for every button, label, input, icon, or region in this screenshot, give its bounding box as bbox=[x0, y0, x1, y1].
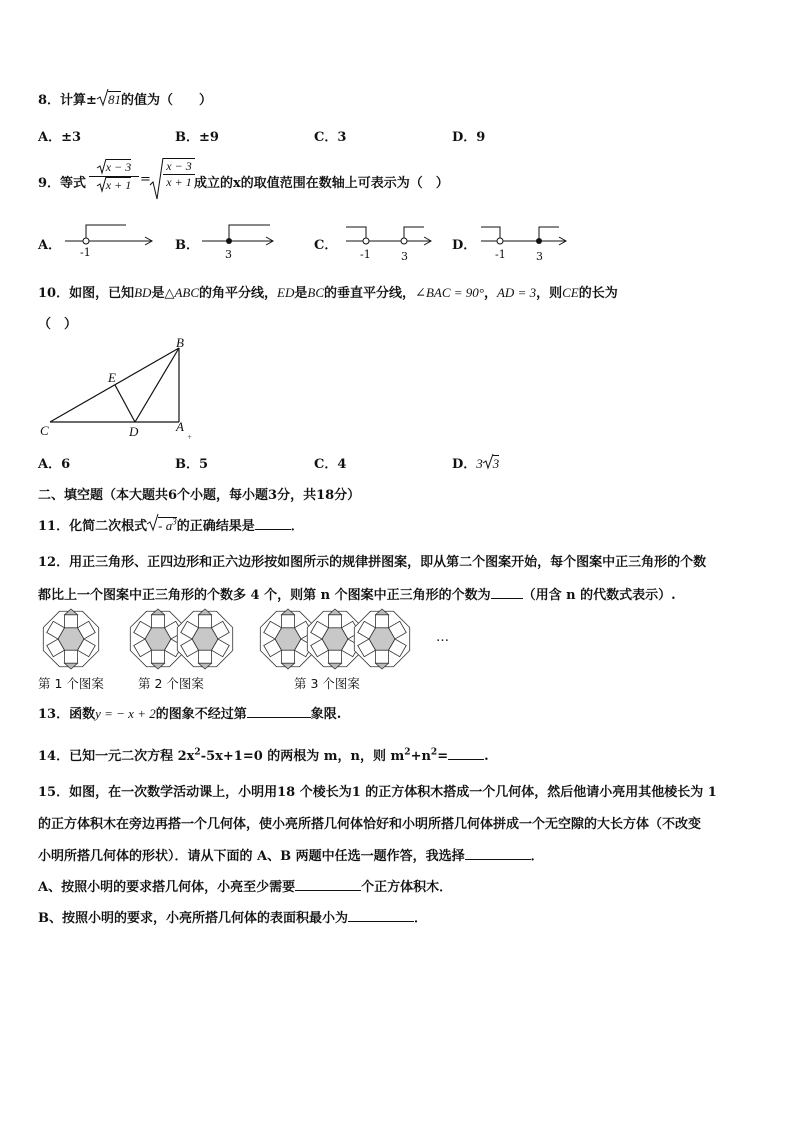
pattern2b-square bbox=[199, 650, 212, 663]
q12-answer-blank[interactable] bbox=[491, 585, 523, 599]
tick-label: -1 bbox=[360, 248, 371, 261]
q15-text: 个正方体积木． bbox=[361, 880, 453, 895]
q10-answer-paren: （ ） bbox=[38, 317, 78, 332]
q13-text: 的图象不经过第 bbox=[155, 707, 247, 722]
tick-label: -1 bbox=[80, 246, 91, 259]
q14-text: 已知一元二次方程 2x bbox=[69, 749, 195, 764]
q15-text: 如图，在一次数学活动课上，小明用18 个棱长为1 的正方体积木搭成一个几何体，然后他请小亮用其他棱长为 1 bbox=[69, 785, 717, 800]
question-13 bbox=[38, 703, 341, 722]
q14-text: +n bbox=[410, 749, 431, 764]
exponent: 3 bbox=[172, 516, 177, 527]
option-label: A． bbox=[38, 130, 62, 145]
q14-text: = bbox=[437, 749, 449, 764]
q9-numerator: x − 3 bbox=[163, 159, 195, 175]
q8-option-c[interactable] bbox=[314, 126, 346, 145]
q10-math: CE bbox=[562, 285, 579, 300]
q10-text: 的长为 bbox=[578, 286, 618, 301]
q15-part-b-blank[interactable] bbox=[348, 908, 414, 922]
q12-line-2 bbox=[38, 584, 676, 603]
q15-part-b bbox=[38, 907, 427, 926]
q10-math: △ABC bbox=[164, 285, 200, 300]
radical-sign-icon bbox=[97, 159, 107, 175]
option-value: ±3 bbox=[61, 130, 82, 145]
question-10 bbox=[38, 282, 618, 301]
q10-option-d-sqrt bbox=[483, 456, 500, 472]
q14-number: 14． bbox=[38, 749, 70, 764]
option-label: D． bbox=[452, 130, 477, 145]
option-label: B． bbox=[175, 457, 199, 472]
radical-sign-icon bbox=[97, 177, 107, 193]
q8-stem-b: 的值为（ ） bbox=[120, 93, 212, 108]
q10-option-b[interactable] bbox=[175, 453, 208, 472]
svg-text:+: + bbox=[187, 434, 193, 441]
q12-line-1 bbox=[38, 551, 706, 570]
q9-option-b-label[interactable]: B． bbox=[175, 238, 199, 253]
vertex-label-a: A bbox=[176, 419, 184, 434]
q12-number: 12． bbox=[38, 555, 70, 570]
q9-option-c-number-line[interactable] bbox=[344, 222, 444, 262]
radical-sign-icon bbox=[147, 514, 159, 532]
q12-pattern-figures bbox=[38, 606, 418, 676]
option-value: ±9 bbox=[199, 130, 219, 145]
q15-line-3 bbox=[38, 845, 544, 864]
option-value: 3 bbox=[337, 130, 347, 145]
q13-answer-blank[interactable] bbox=[247, 704, 311, 718]
pattern2a-square bbox=[152, 615, 165, 628]
solid-dot-icon bbox=[536, 238, 542, 244]
tick-label: 3 bbox=[536, 250, 543, 263]
q9-option-a-number-line[interactable] bbox=[63, 222, 163, 262]
q15-line-1 bbox=[38, 781, 717, 800]
ellipsis: … bbox=[436, 630, 449, 645]
option-label: D． bbox=[452, 457, 477, 472]
q10-text: ， bbox=[483, 286, 497, 301]
q13-text: 象限. bbox=[310, 707, 342, 722]
q9-option-a-label[interactable]: A． bbox=[38, 238, 62, 253]
open-circle-icon bbox=[363, 238, 369, 244]
q10-option-a[interactable] bbox=[38, 453, 70, 472]
q9-right-radical bbox=[150, 157, 195, 201]
q13-number: 13． bbox=[38, 707, 70, 722]
q10-math: ∠BAC = 90° bbox=[415, 285, 484, 300]
q15-part-a bbox=[38, 876, 452, 895]
question-14 bbox=[38, 745, 489, 764]
q10-text: 如图，已知 bbox=[69, 286, 135, 301]
q10-math: AD = 3 bbox=[496, 285, 537, 300]
pattern1-square bbox=[65, 615, 78, 628]
q15-text: ． bbox=[530, 849, 544, 864]
pattern3a-square bbox=[282, 615, 295, 628]
pattern3c-square bbox=[376, 650, 389, 663]
option-value: 4 bbox=[337, 457, 347, 472]
pattern3a-square bbox=[282, 650, 295, 663]
pattern-caption-3: 第 3 个图案 bbox=[294, 676, 360, 691]
q9-option-d-label[interactable]: D． bbox=[452, 238, 477, 253]
pattern2a-square bbox=[152, 650, 165, 663]
q10-option-c[interactable] bbox=[314, 453, 346, 472]
q15-line-2: 的正方体积木在旁边再搭一个几何体，使小亮所搭几何体恰好和小明所搭几何体拼成一个无空隙的大长方体（不改变 bbox=[38, 817, 702, 832]
q13-expression: y = − x + 2 bbox=[95, 706, 156, 721]
q15-text: 小明所搭几何体的形状）．请从下面的 A、B 两题中任选一题作答，我选择 bbox=[38, 849, 465, 864]
q10-math: BD bbox=[134, 285, 152, 300]
q14-text: -5x+1=0 的两根为 m，n，则 m bbox=[200, 749, 405, 764]
q11-answer-blank[interactable] bbox=[255, 516, 291, 530]
q9-number: 9． bbox=[38, 176, 61, 191]
q10-math: BC bbox=[307, 285, 325, 300]
q11-sqrt bbox=[147, 517, 177, 534]
q10-text: ，则 bbox=[536, 286, 563, 301]
open-circle-icon bbox=[83, 238, 89, 244]
q14-answer-blank[interactable] bbox=[448, 746, 484, 760]
q9-option-c-label[interactable]: C． bbox=[314, 238, 338, 253]
vertex-label-c: C bbox=[40, 423, 49, 438]
q10-text: 是 bbox=[151, 286, 165, 301]
q9-stem-a bbox=[38, 172, 86, 191]
q15-choice-blank[interactable] bbox=[465, 846, 531, 860]
pattern3c-square bbox=[376, 615, 389, 628]
q12-text: 用正三角形、正四边形和正六边形按如图所示的规律拼图案，即从第二个图案开始，每个图案中正三角形的个数 bbox=[69, 555, 707, 570]
q8-option-a[interactable] bbox=[38, 126, 81, 145]
pattern3b-square bbox=[329, 615, 342, 628]
q10-number: 10． bbox=[38, 286, 70, 301]
q8-number: 8． bbox=[38, 93, 61, 108]
vertex-label-d: D bbox=[129, 424, 139, 439]
q9-stem-b: 成立的x的取值范围在数轴上可表示为（ ） bbox=[194, 176, 449, 191]
vertex-label-b: B bbox=[176, 335, 184, 350]
q15-number: 15． bbox=[38, 785, 70, 800]
radicand: - a bbox=[158, 518, 173, 533]
q10-text: 的垂直平分线， bbox=[324, 286, 416, 301]
equals-sign: = bbox=[140, 172, 151, 187]
option-label: C． bbox=[314, 457, 338, 472]
open-circle-icon bbox=[497, 238, 503, 244]
option-value: 3 bbox=[476, 456, 483, 471]
q9-denominator: x + 1 bbox=[166, 175, 192, 189]
option-label: C． bbox=[314, 130, 338, 145]
option-label: B． bbox=[175, 130, 199, 145]
q8-option-b[interactable] bbox=[175, 126, 219, 145]
radical-sign-icon bbox=[97, 89, 109, 107]
q8-radicand: 81 bbox=[107, 92, 121, 107]
q15-text: A、按照小明的要求搭几何体，小亮至少需要 bbox=[38, 880, 296, 895]
q8-option-d[interactable] bbox=[452, 126, 485, 145]
q9-option-b-number-line[interactable] bbox=[200, 222, 290, 262]
superscript: 2 bbox=[430, 747, 438, 758]
pattern-caption-1: 第 1 个图案 bbox=[38, 676, 104, 691]
q15-text: B、按照小明的要求，小亮所搭几何体的表面积最小为 bbox=[38, 911, 348, 926]
superscript: 2 bbox=[404, 747, 411, 758]
vertex-label-e: E bbox=[108, 370, 116, 385]
q9-option-d-number-line[interactable] bbox=[479, 222, 579, 262]
section-heading: 二、填空题（本大题共6个小题，每小题3分，共18分） bbox=[38, 488, 361, 503]
superscript: 2 bbox=[194, 747, 201, 758]
q11-text: 化简二次根式 bbox=[69, 519, 148, 534]
q15-text: ． bbox=[414, 911, 428, 926]
q15-part-a-blank[interactable] bbox=[295, 877, 361, 891]
q11-text: ． bbox=[290, 519, 304, 534]
q9-left-fraction bbox=[89, 160, 139, 193]
pattern2b-square bbox=[199, 615, 212, 628]
q10-math: ED bbox=[277, 285, 295, 300]
option-value: 5 bbox=[199, 457, 209, 472]
q11-text: 的正确结果是 bbox=[176, 519, 255, 534]
solid-dot-icon bbox=[226, 238, 232, 244]
q8-stem-a: 计算± bbox=[60, 93, 97, 108]
q10-option-d[interactable] bbox=[452, 453, 499, 472]
q13-text: 函数 bbox=[69, 707, 96, 722]
q10-text: 的角平分线， bbox=[199, 286, 278, 301]
q9-numerator: x − 3 bbox=[105, 160, 132, 174]
q8-sqrt bbox=[97, 92, 121, 108]
radicand: 3 bbox=[492, 456, 500, 471]
tick-label: -1 bbox=[495, 248, 506, 261]
pattern3b-square bbox=[329, 650, 342, 663]
radical-sign-icon bbox=[150, 157, 164, 201]
q12-text: 都比上一个图案中正三角形的个数多 4 个，则第 n 个图案中正三角形的个数为 bbox=[38, 588, 491, 603]
pattern1-square bbox=[65, 650, 78, 663]
open-circle-icon bbox=[401, 238, 407, 244]
q11-number: 11． bbox=[38, 519, 70, 534]
pattern-caption-2: 第 2 个图案 bbox=[138, 676, 204, 691]
q12-text: （用含 n 的代数式表示）. bbox=[522, 588, 676, 603]
q10-text: 是 bbox=[294, 286, 308, 301]
question-11 bbox=[38, 515, 304, 534]
option-label: A． bbox=[38, 457, 62, 472]
q9-denominator: x + 1 bbox=[105, 178, 132, 192]
radical-sign-icon bbox=[483, 454, 494, 470]
tick-label: 3 bbox=[401, 250, 408, 263]
tick-label: 3 bbox=[225, 248, 232, 261]
option-value: 6 bbox=[61, 457, 71, 472]
q9-text: 等式 bbox=[60, 176, 87, 191]
option-value: 9 bbox=[476, 130, 486, 145]
q14-text: . bbox=[484, 749, 489, 764]
question-8 bbox=[38, 89, 212, 108]
